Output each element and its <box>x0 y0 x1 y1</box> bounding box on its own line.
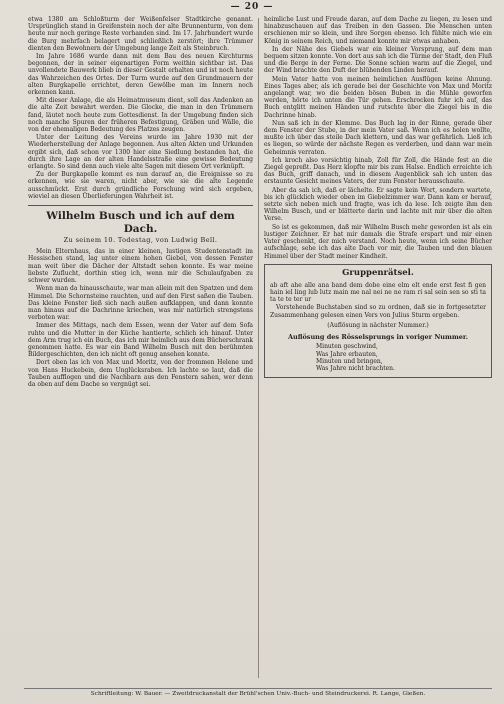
section-divider <box>28 205 253 206</box>
story-paragraph: So ist es gekommen, daß mir Wilhelm Busch mehr geworden ist als ein lustiger Zeichner. Er hat mir damals die Strafe erspart und mir einen Vater geschenkt, der mich verstand. Noch heute, wenn ich seine Bücher aufschlage, sehe ich das alte Dach vor mir, die Tauben und den blauen Himmel über der Stadt meiner Kindheit. <box>264 223 492 260</box>
story-paragraph: heimliche Lust und Freude daran, auf dem Dache zu liegen, zu lesen und hinabzuschauen auf das Treiben in den Gassen. Die Menschen unten erschienen mir so klein, und ihre Sorgen ebenso. Ich fühlte mich wie ein König in seinem Reich, und niemand konnte mir etwas anhaben. <box>264 16 492 45</box>
story-paragraph: Wenn man da hinausschaute, war man allein mit den Spatzen und dem Himmel. Die Schornsteine rauchten, und auf den First saßen die Tauben. Das kleine Fenster ließ sich nach außen aufklappen, und dann konnte man hinaus auf die Dachrinne kriechen, was mir natürlich strengstens verboten war. <box>28 285 253 322</box>
puzzle-instructions: Vorstehende Buchstaben sind so zu ordnen, daß sie in fortgesetzter Zusammenhang gelesen einen Vers von Julius Sturm ergeben. <box>270 304 486 319</box>
article-paragraph: Im Jahre 1686 wurde dann mit dem Bau des neuen Kirchturms begonnen, der in seiner eigenartigen Form weithin sichtbar ist. Das unvollendete Bauwerk blieb in dieser Gestalt erhalten und ist noch heute das Wahrzeichen des Ortes. Der Turm wurde auf den Grundmauern der alten Burgkapelle errichtet, deren Gewölbe man im Innern noch erkennen kann. <box>28 53 253 97</box>
article-paragraph: etwa 1380 am Schloßturm der Weißenfelser Stadtkirche genannt. Ursprünglich stand in Greifenstein noch der alte Brunnenturm, von dem heute nur noch geringe Reste vorhanden sind. Im 17. Jahrhundert wurde die Burg mehrfach belagert und schließlich zerstört; ihre Trümmer dienten den Bewohnern der Umgebung lange Zeit als Steinbruch. <box>28 16 253 52</box>
solution-verse <box>316 343 486 373</box>
story-subtitle: Zu seinem 10. Todestag, von Ludwig Bell. <box>63 236 218 245</box>
puzzle-title: Gruppenrätsel. <box>342 267 414 278</box>
article-paragraph: Unter der Leitung des Vereins wurde im Jahre 1930 mit der Wiederherstellung der Anlage begonnen. Aus alten Akten und Urkunden ergibt sich, daß schon vor 1300 hier eine Siedlung bestanden hat, die durch ihre Lage an der alten Handelsstraße eine gewisse Bedeutung erlangte. So sind denn auch viele alte Sagen mit diesem Ort verknüpft. <box>28 134 253 171</box>
article-paragraph: Zu der Burgkapelle kommt es nun darauf an, die Ereignisse so zu erkennen, wie sie waren, nicht aber, wie sie die alte Legende ausschmückt. Erst durch gründliche Forschung wird sich ergeben, wieviel an diesen Überlieferungen Wahrheit ist. <box>28 171 253 200</box>
story-continuation <box>264 16 492 260</box>
article-paragraph: Mit dieser Anlage, die als Heimatmuseum dient, soll das Andenken an die alte Zeit bewahrt werden. Die Glocke, die man in den Trümmern fand, läutet noch heute zum Gottesdienst. In der Umgebung finden sich noch manche Spuren der früheren Befestigung, Gräben und Wälle, die von der ehemaligen Bedeutung des Platzes zeugen. <box>28 97 253 134</box>
column-rule <box>258 18 259 678</box>
puzzle-box <box>264 264 492 378</box>
imprint-footer: Schriftleitung: W. Bauer. — Zweitdruckanstalt der Brühl'schen Univ.-Buch- und Steindruckerei. R. Lange, Gießen. <box>24 688 492 698</box>
solution-line: Minuten und bringen, <box>316 357 383 365</box>
story-title: Wilhelm Busch und ich auf dem Dach. <box>46 210 235 236</box>
story-paragraph: Nun saß ich in der Klemme. Das Buch lag in der Rinne, gerade über dem Fenster der Stube, in der mein Vater saß. Wenn ich es holen wollte, mußte ich über das steile Dach klettern, und das war gefährlich. Ließ ich es liegen, so würde der nächste Regen es verderben, und dann war mein Geheimnis verraten. <box>264 119 492 156</box>
solution-line: Minuten geschwind, <box>316 343 378 351</box>
puzzle-syllables: ab aft ahe alle ana band dem dobe eine elm elt ende erst fest fi gen hain iel ling lub lutz main me nal nei ne ne ram ri sal sein sen so sti ta ta te te ter ur <box>270 281 486 304</box>
solution-line: Was Jahre erbauten, <box>316 350 378 358</box>
story-paragraph: Dort oben las ich von Max und Moritz, von der frommen Helene und von Hans Huckebein, dem Unglücksraben. Ich lachte so laut, daß die Tauben aufflogen und die Nachbarn aus den Fenstern sahen, wer denn da oben auf dem Dache so vergnügt sei. <box>28 359 253 388</box>
solution-title: Auflösung des Rösselsprungs in voriger Nummer. <box>287 332 469 341</box>
page-number: — 20 — <box>230 2 274 12</box>
article-continuation <box>28 16 253 200</box>
left-column <box>28 16 253 680</box>
puzzle-resolution-note: (Auflösung in nächster Nummer.) <box>327 321 429 329</box>
story-paragraph: Immer des Mittags, nach dem Essen, wenn der Vater auf dem Sofa ruhte und die Mutter in der Küche hantierte, schlich ich hinauf. Unter dem Arm trug ich ein Buch, das ich mir heimlich aus dem Bücherschrank genommen hatte. Es war ein Band Wilhelm Busch mit den berühmten Bildergeschichten, den ich nicht oft genug ansehen konnte. <box>28 322 253 359</box>
story-section <box>28 210 253 388</box>
story-paragraph: Aber da sah ich, daß er lächelte. Er sagte kein Wort, sondern wartete, bis ich glücklich wieder oben im Giebelzimmer war. Dann kam er herauf, setzte sich neben mich und fragte, was ich da lese. Ich zeigte ihm den Wilhelm Busch, und er blätterte darin und lachte mit mir über die alten Verse. <box>264 186 492 223</box>
story-paragraph: Mein Vater hatte von meinen heimlichen Ausflügen keine Ahnung. Eines Tages aber, als ich gerade bei der Geschichte von Max und Moritz angelangt war, wo die beiden bösen Buben in die Mühle geworfen werden, hörte ich unten die Tür gehen. Erschrocken fuhr ich auf, das Buch entglitt meinen Händen und rutschte über die Ziegel bis in die Dachrinne hinab. <box>264 75 492 119</box>
solution-line: Was Jahre nicht brachten. <box>316 365 395 373</box>
story-paragraph: Mein Elternhaus, das in einer kleinen, lustigen Studentenstadt im Hessischen stand, lag unter einem hohen Giebel, von dessen Fenster man weit über die Dächer der Altstadt sehen konnte. Es war meine liebste Zuflucht, dorthin stieg ich, wenn mir die Schulaufgaben zu schwer wurden. <box>28 248 253 285</box>
right-column <box>264 16 492 680</box>
story-paragraph: In der Nähe des Giebels war ein kleiner Vorsprung, auf dem man bequem sitzen konnte. Von dort aus sah ich die Türme der Stadt, den Fluß und die Berge in der Ferne. Die Sonne schien warm auf die Ziegel, und der Wind brachte den Duft der blühenden Linden herauf. <box>264 45 492 75</box>
story-paragraph: Ich kroch also vorsichtig hinab, Zoll für Zoll, die Hände fest an die Ziegel gepreßt. Das Herz klopfte mir bis zum Halse. Endlich erreichte ich das Buch, griff danach, und in diesem Augenblick sah ich unten das erstaunte Gesicht meines Vaters, der zum Fenster herausschaute. <box>264 156 492 186</box>
